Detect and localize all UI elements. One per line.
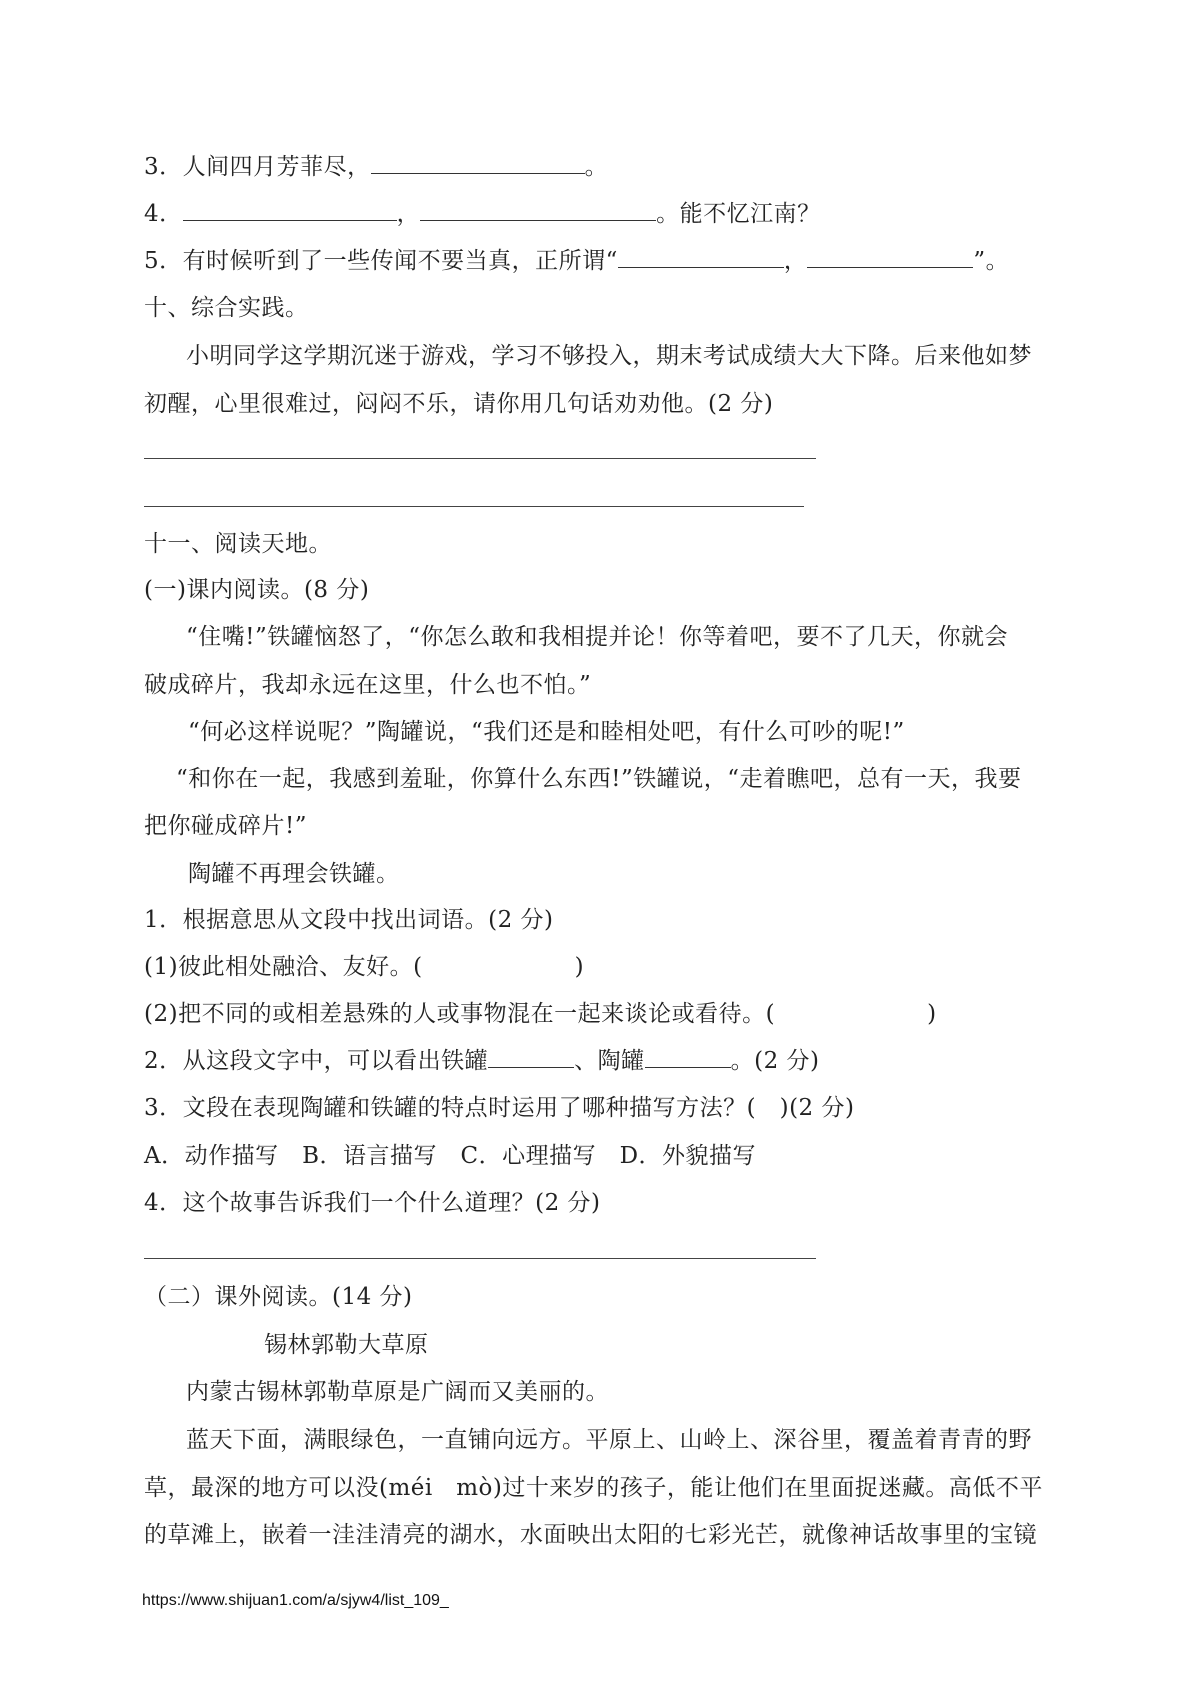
answer-blank[interactable] — [645, 1047, 731, 1068]
question-5-comma: ， — [783, 248, 808, 274]
question-3-end: 。 — [584, 154, 609, 180]
footer-url[interactable]: https://www.shijuan1.com/a/sjyw4/list_109_ — [142, 1592, 449, 1609]
answer-blank[interactable] — [618, 247, 784, 268]
question-3: 3．文段在表现陶罐和铁罐的特点时运用了哪种描写方法？( )(2 分) — [144, 1095, 855, 1121]
question-1-item-1-close: ) — [574, 954, 585, 980]
answer-line[interactable] — [144, 1258, 816, 1259]
question-5-proverb — [144, 246, 1009, 276]
answer-blank[interactable] — [420, 200, 656, 221]
question-3-poetry — [144, 152, 608, 182]
answer-line[interactable] — [144, 458, 816, 459]
question-4-poetry — [144, 199, 821, 229]
passage-1-paragraph-4: 陶罐不再理会铁罐。 — [188, 861, 400, 887]
section-10-heading: 十、综合实践。 — [144, 295, 309, 321]
question-4-number: 4． — [144, 201, 183, 227]
passage-1-paragraph-2: “何必这样说呢？”陶罐说，“我们还是和睦相处吧，有什么可吵的呢!” — [188, 719, 905, 745]
question-1-item-2-close: ) — [927, 1001, 937, 1027]
question-3-text: 3．人间四月芳菲尽， — [144, 154, 371, 180]
subsection-extracurricular-reading: （二）课外阅读。(14 分) — [144, 1284, 413, 1310]
question-1-item-2-text: (2)把不同的或相差悬殊的人或事物混在一起来谈论或看待。( — [144, 1001, 776, 1027]
section-10-prompt-line-1: 小明同学这学期沉迷于游戏，学习不够投入，期末考试成绩大大下降。后来他如梦 — [186, 343, 1032, 369]
question-4: 4．这个故事告诉我们一个什么道理？(2 分) — [144, 1190, 601, 1216]
passage-2-paragraph-2-line-3: 的草滩上，嵌着一洼洼清亮的湖水，水面映出太阳的七彩光芒，就像神话故事里的宝镜 — [144, 1522, 1037, 1548]
subsection-in-class-reading: (一)课内阅读。(8 分) — [144, 577, 370, 603]
passage-1-paragraph-3-line-2: 把你碰成碎片!” — [144, 813, 308, 839]
question-1-item-2 — [144, 999, 937, 1029]
answer-blank[interactable] — [807, 247, 973, 268]
question-4-comma: ， — [396, 201, 421, 227]
question-4-end: 。能不忆江南？ — [656, 201, 821, 227]
question-1-item-1-text: (1)彼此相处融洽、友好。( — [144, 954, 423, 980]
passage-2-paragraph-1: 内蒙古锡林郭勒草原是广阔而又美丽的。 — [186, 1379, 609, 1405]
passage-2-paragraph-2-line-2: 草，最深的地方可以没(méi mò)过十来岁的孩子，能让他们在里面捉迷藏。高低不平 — [144, 1475, 1043, 1501]
question-3-options: A．动作描写 B．语言描写 C．心理描写 D．外貌描写 — [144, 1143, 757, 1169]
question-2-mid: 、陶罐 — [574, 1048, 645, 1074]
section-10-prompt-line-2: 初醒，心里很难过，闷闷不乐，请你用几句话劝劝他。(2 分) — [144, 391, 774, 417]
answer-line[interactable] — [144, 506, 804, 507]
passage-2-paragraph-2-line-1: 蓝天下面，满眼绿色，一直铺向远方。平原上、山岭上、深谷里，覆盖着青青的野 — [186, 1427, 1032, 1453]
question-2 — [144, 1046, 820, 1076]
question-1-item-1 — [144, 952, 584, 982]
question-5-text: 5．有时候听到了一些传闻不要当真，正所谓“ — [144, 248, 618, 274]
passage-2-title: 锡林郭勒大草原 — [264, 1332, 429, 1358]
question-1-heading: 1．根据意思从文段中找出词语。(2 分) — [144, 907, 554, 933]
section-11-heading: 十一、阅读天地。 — [144, 531, 332, 557]
question-5-end: ”。 — [973, 248, 1010, 274]
answer-blank[interactable] — [183, 200, 397, 221]
passage-1-paragraph-3-line-1: “和你在一起，我感到羞耻，你算什么东西!”铁罐说，“走着瞧吧，总有一天，我要 — [176, 766, 1022, 792]
passage-1-paragraph-1-line-2: 破成碎片，我却永远在这里，什么也不怕。” — [144, 672, 592, 698]
passage-1-paragraph-1-line-1: “住嘴!”铁罐恼怒了，“你怎么敢和我相提并论！你等着吧，要不了几天，你就会 — [186, 624, 1009, 650]
answer-blank[interactable] — [371, 153, 585, 174]
question-2-end: 。(2 分) — [730, 1048, 820, 1074]
answer-blank[interactable] — [488, 1047, 574, 1068]
question-2-text: 2．从这段文字中，可以看出铁罐 — [144, 1048, 489, 1074]
